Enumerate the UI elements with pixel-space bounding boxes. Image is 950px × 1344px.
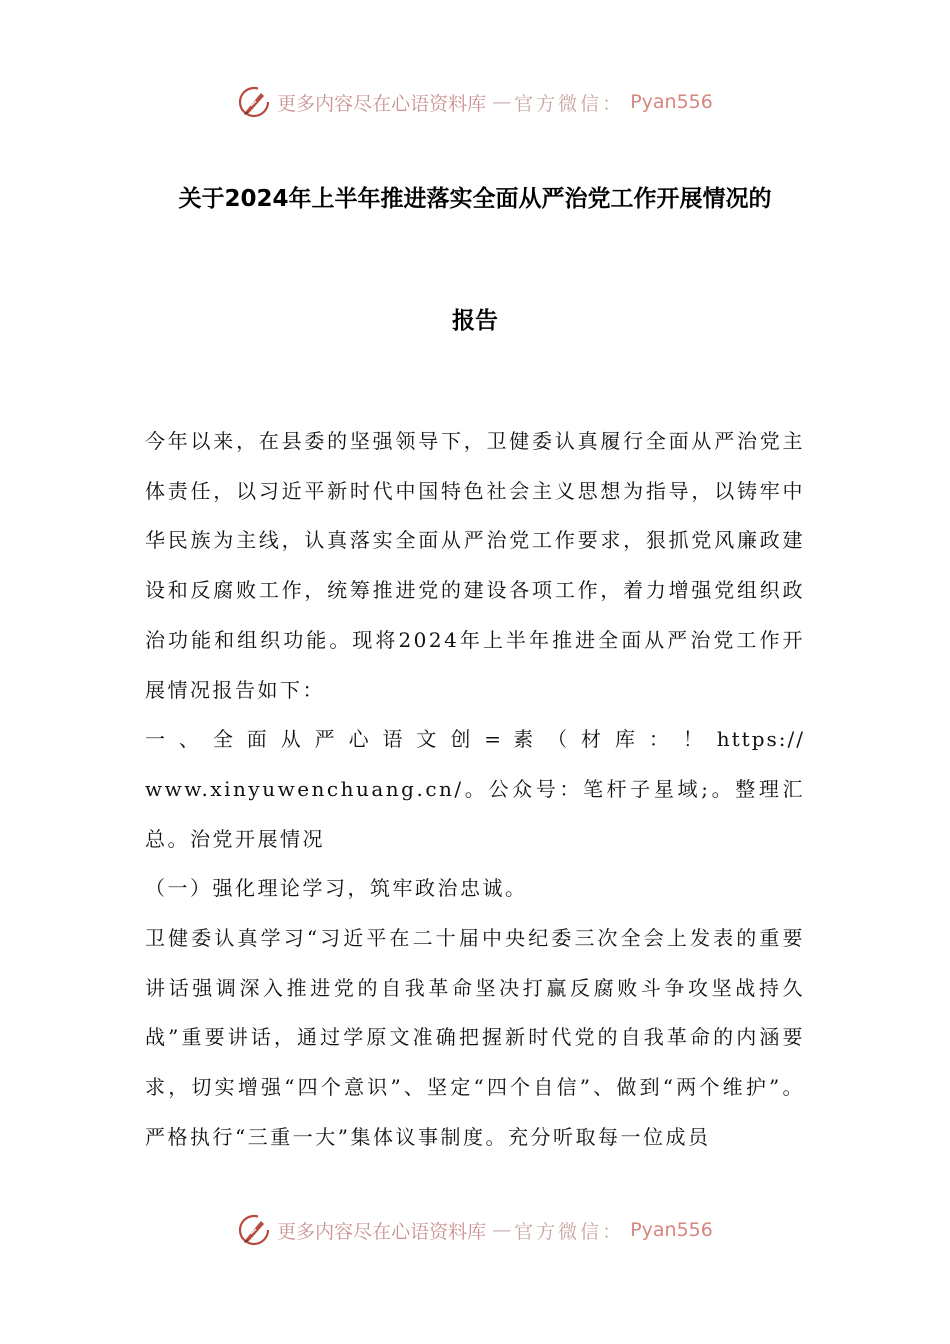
watermark-wechat-id: Pyan556: [630, 1219, 713, 1241]
document-body: [145, 417, 805, 1163]
watermark-main-text: 更多内容尽在心语资料库: [277, 92, 487, 115]
watermark-wechat-label: 官方微信：: [514, 1220, 625, 1243]
document-title-line-2: 报告: [452, 308, 498, 334]
paragraph-study: 卫健委认真学习“习近平在二十届中央纪委三次全会上发表的重要讲话强调深入推进党的自我革命坚决打赢反腐败斗争攻坚战持久战”重要讲话，通过学原文准确把握新时代党的自我革命的内涵要求，切实增强“四个意识”、坚定“四个自信”、做到“两个维护”。严格执行“三重一大”集体议事制度。充分听取每一位成员: [145, 926, 805, 1149]
pen-quill-icon: [237, 85, 271, 119]
watermark-main-text: 更多内容尽在心语资料库: [277, 1220, 487, 1243]
watermark-separator: —: [492, 91, 509, 113]
subsection-heading-1: （一）强化理论学习，筑牢政治忠诚。: [145, 876, 528, 901]
watermark-banner-bottom: [0, 1210, 950, 1250]
watermark-banner-top: [0, 82, 950, 122]
watermark-separator: —: [492, 1219, 509, 1241]
watermark-wechat-id: Pyan556: [630, 91, 713, 113]
document-title-line-1: 关于2024年上半年推进落实全面从严治党工作开展情况的: [178, 186, 772, 212]
section-heading-1-spaced: 一 、 全 面 从 严 心 语 文 创 = 素 （ 材 库 ： ！ https://: [145, 727, 805, 752]
section-heading-1-rest: www.xinyuwenchuang.cn/。公众号：笔杆子星域;。整理汇总。治党开展情况: [145, 776, 805, 851]
pen-quill-icon: [237, 1213, 271, 1247]
paragraph-intro: 今年以来，在县委的坚强领导下，卫健委认真履行全面从严治党主体责任，以习近平新时代中国特色社会主义思想为指导，以铸牢中华民族为主线，认真落实全面从严治党工作要求，狠抓党风廉政建设和反腐败工作，统筹推进党的建设各项工作，着力增强党组织政治功能和组织功能。现将2024年上半年推进全面从严治党工作开展情况报告如下：: [145, 429, 805, 702]
watermark-wechat-label: 官方微信：: [514, 92, 625, 115]
